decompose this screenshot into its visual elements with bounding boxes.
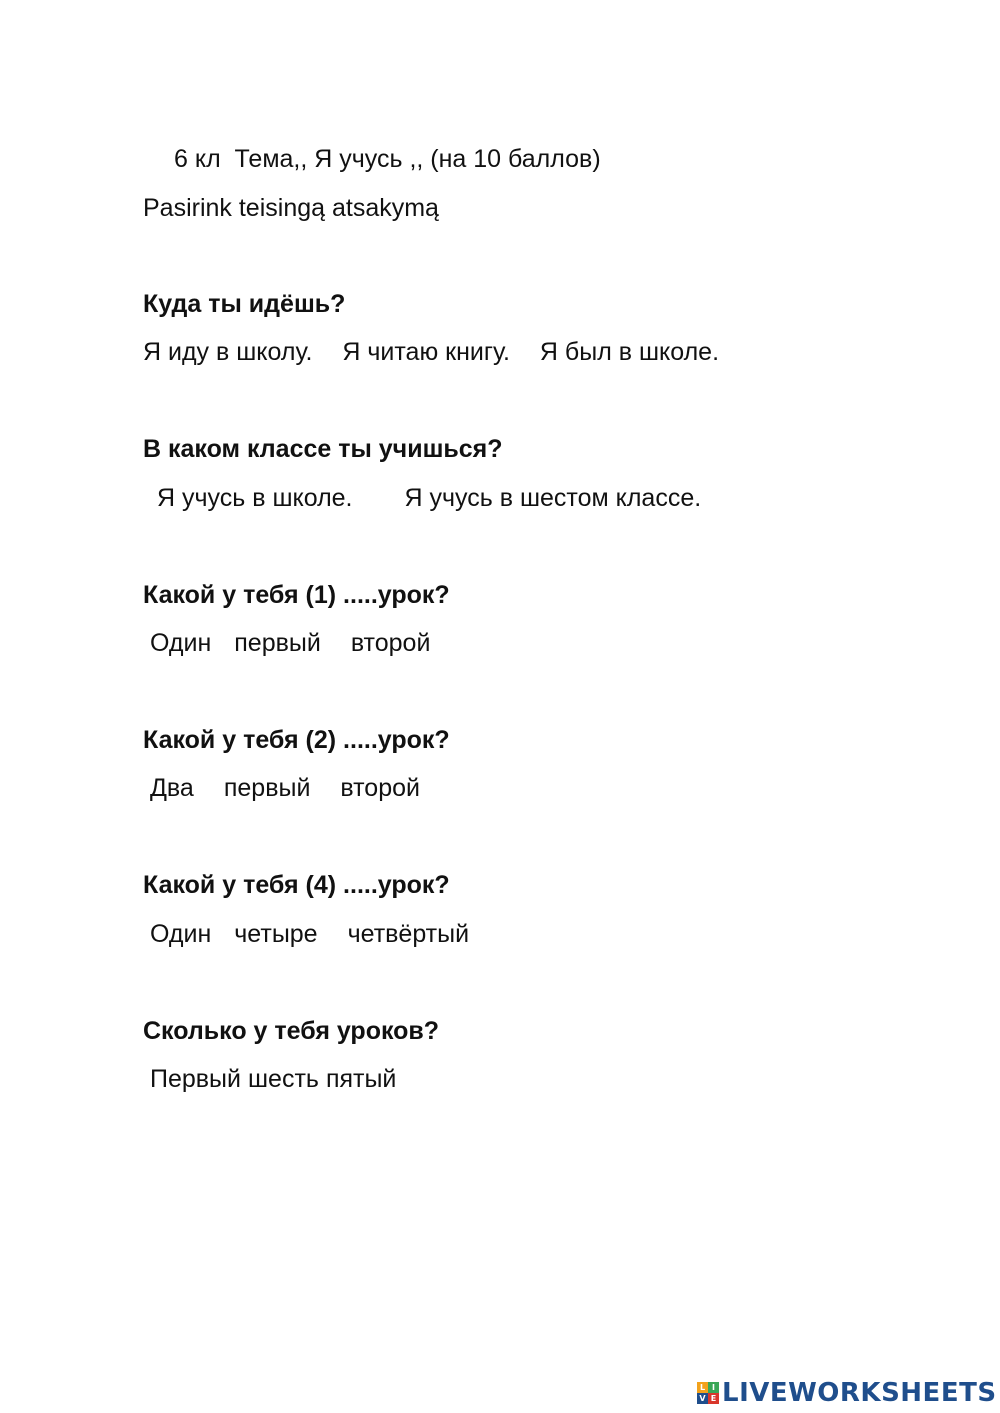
liveworksheets-logo [697, 1378, 997, 1408]
logo-letter-i: I [708, 1382, 719, 1393]
liveworksheets-logo-text: LIVEWORKSHEETS [722, 1378, 997, 1408]
logo-letter-v: V [697, 1393, 708, 1404]
worksheet-instruction: Pasirink teisingą atsakymą [143, 194, 439, 222]
option-6-a[interactable]: Первый [150, 1065, 241, 1093]
option-4-c[interactable]: второй [340, 774, 420, 802]
question-6: Сколько у тебя уроков? [143, 1017, 440, 1045]
option-3-b[interactable]: первый [234, 629, 321, 657]
option-3-c[interactable]: второй [350, 629, 431, 657]
question-5: Какой у тебя (4) .....урок? [143, 871, 450, 899]
option-4-a[interactable]: Два [150, 774, 194, 802]
option-2-b[interactable]: Я учусь в шестом классе. [404, 484, 702, 512]
option-5-b[interactable]: четыре [234, 920, 318, 948]
option-1-c[interactable]: Я был в школе. [539, 338, 720, 366]
options-2 [157, 483, 701, 513]
worksheet-title: 6 кл Тема,, Я учусь ,, (на 10 баллов) [174, 145, 601, 173]
option-2-a[interactable]: Я учусь в школе. [157, 484, 353, 512]
liveworksheets-logo-icon [697, 1382, 719, 1404]
option-5-c[interactable]: четвёртый [347, 920, 470, 948]
question-3: Какой у тебя (1) .....урок? [143, 581, 450, 609]
options-1 [143, 337, 719, 367]
question-1: Куда ты идёшь? [143, 290, 346, 318]
option-1-b[interactable]: Я читаю книгу. [342, 338, 510, 366]
option-6-b[interactable]: шесть [248, 1065, 319, 1093]
options-4 [150, 773, 420, 803]
option-4-b[interactable]: первый [223, 774, 311, 802]
options-5 [150, 919, 469, 949]
options-3 [150, 628, 430, 658]
option-5-a[interactable]: Один [150, 920, 212, 948]
question-4: Какой у тебя (2) .....урок? [143, 726, 450, 754]
logo-letter-e: E [708, 1393, 719, 1404]
option-6-c[interactable]: пятый [325, 1065, 397, 1093]
option-3-a[interactable]: Один [150, 629, 212, 657]
logo-letter-l: L [697, 1382, 708, 1393]
question-2: В каком классе ты учишься? [143, 435, 503, 463]
options-6 [150, 1064, 396, 1094]
option-1-a[interactable]: Я иду в школу. [143, 338, 313, 366]
